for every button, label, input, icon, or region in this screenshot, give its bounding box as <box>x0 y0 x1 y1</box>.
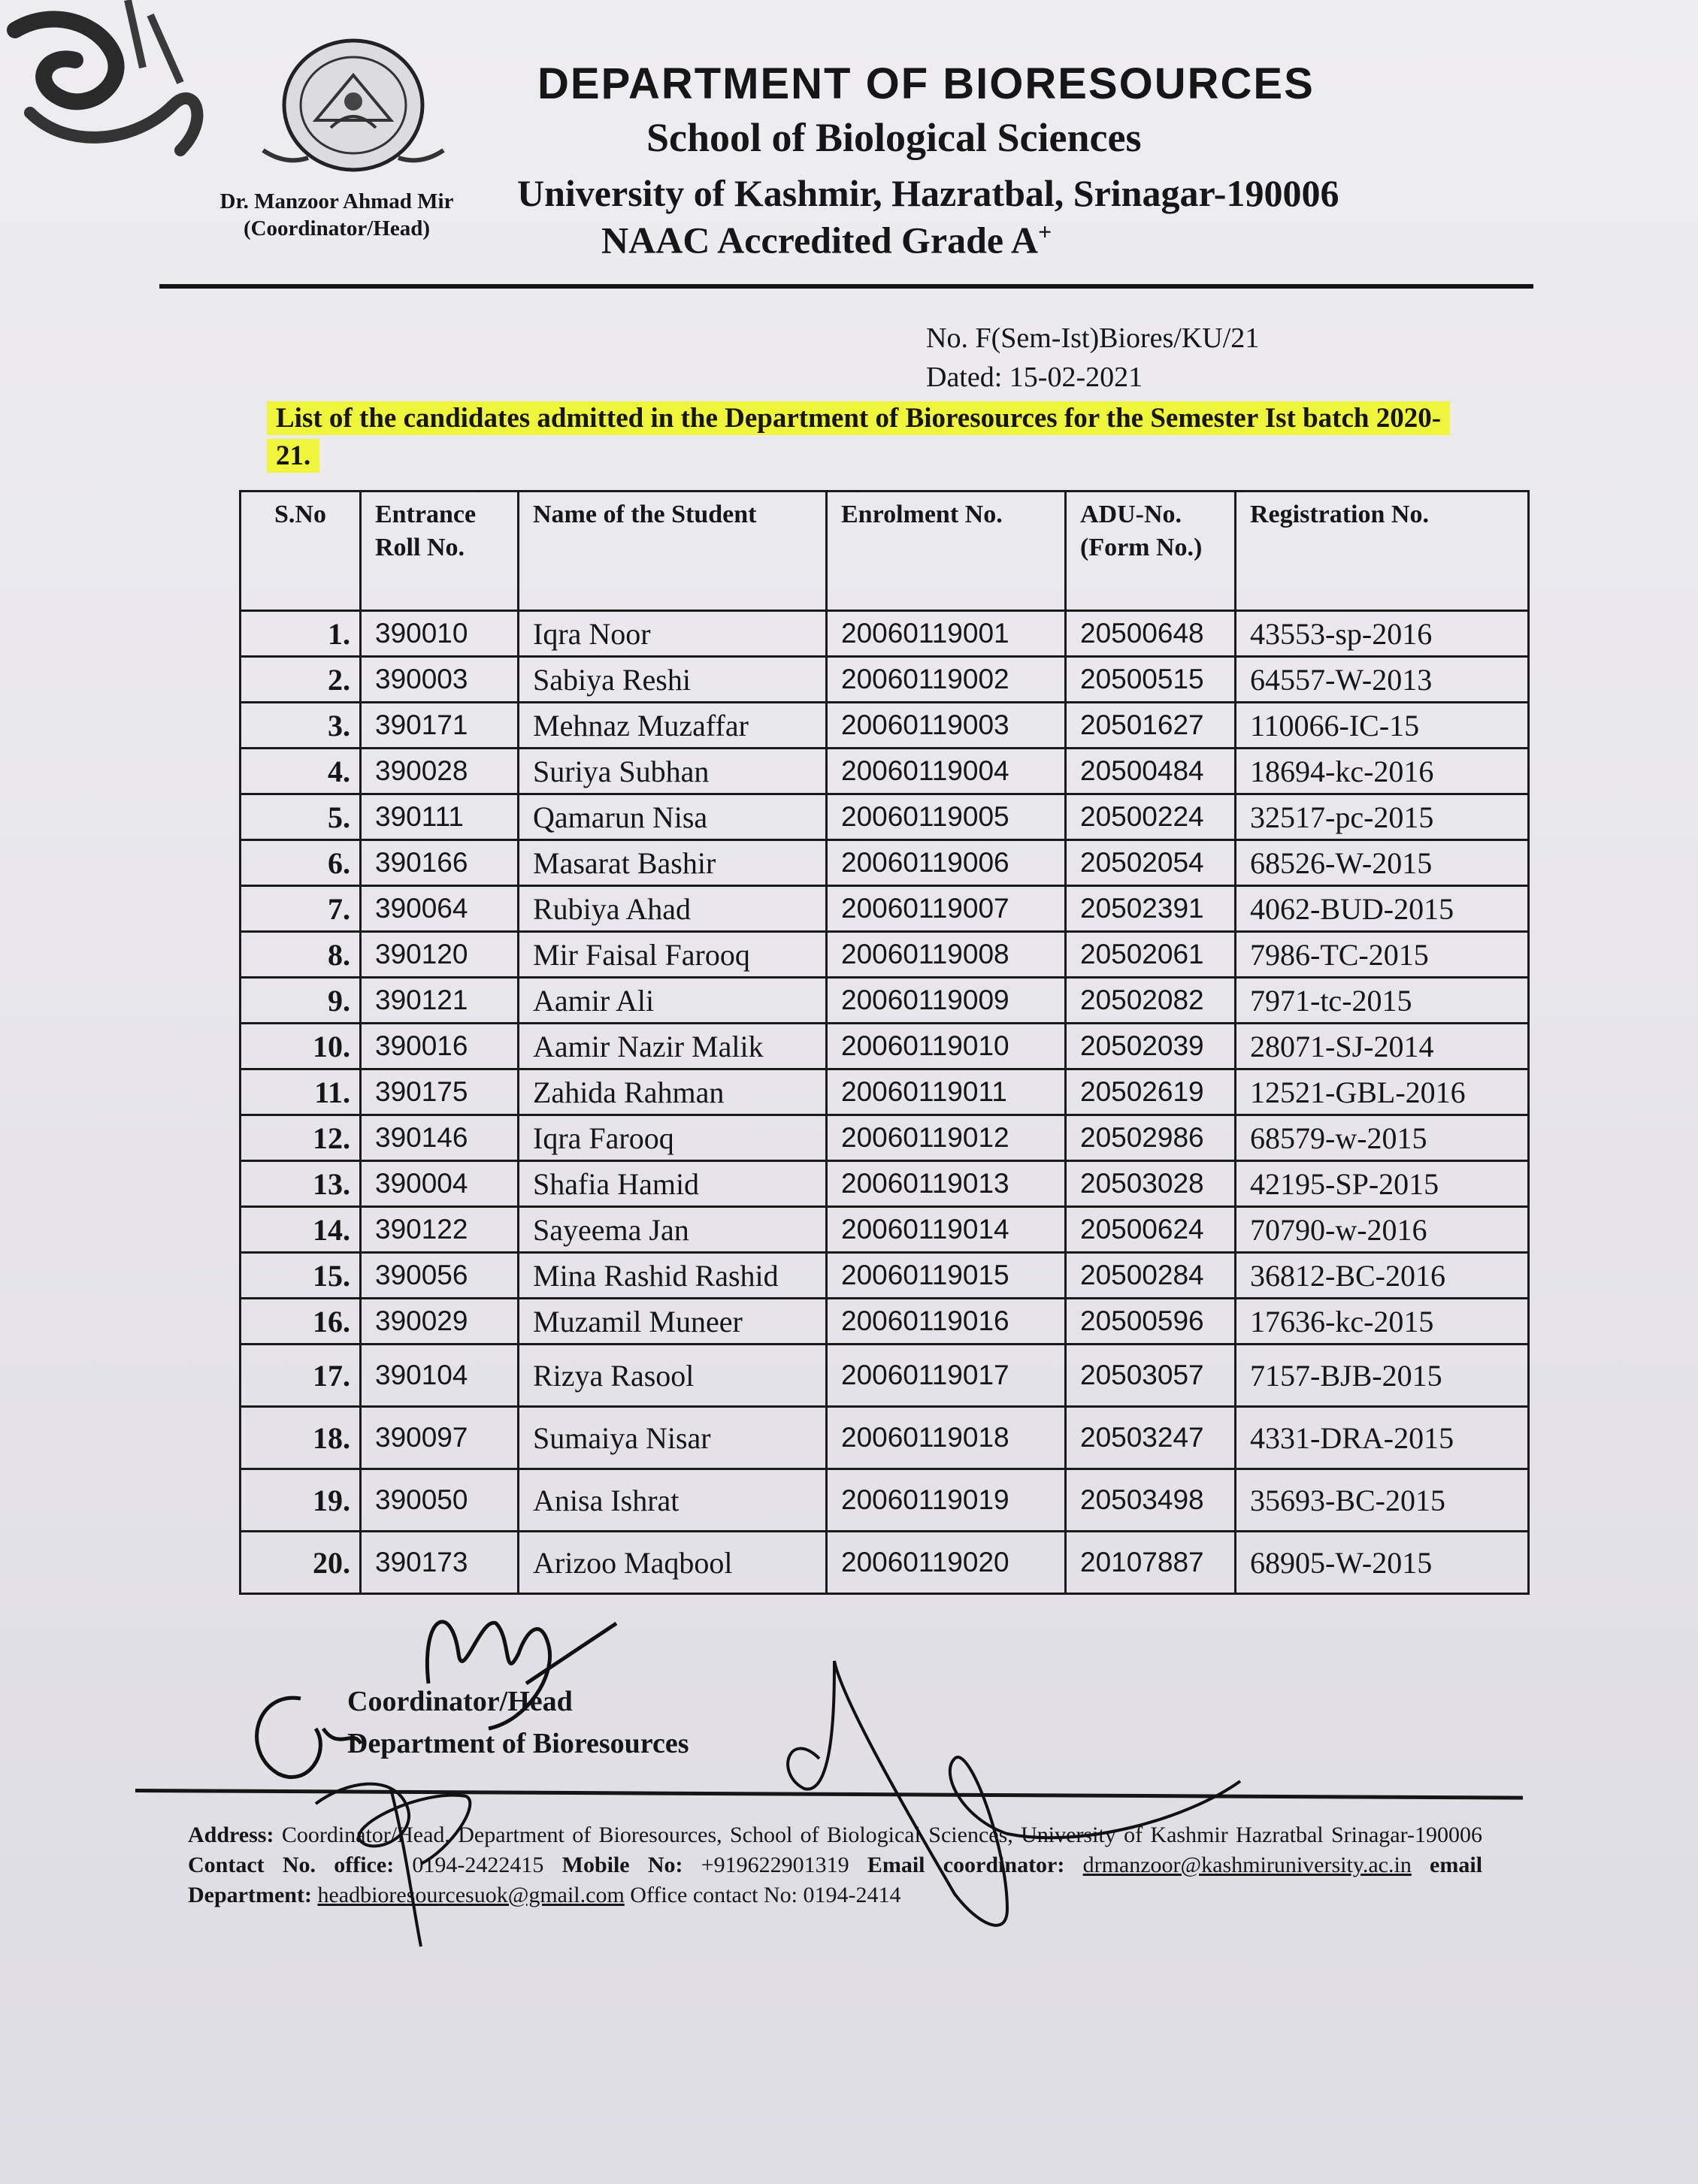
cell-name: Iqra Farooq <box>519 1115 827 1161</box>
cell-registration: 68526-W-2015 <box>1236 840 1529 886</box>
cell-registration: 64557-W-2013 <box>1236 657 1529 703</box>
cell-roll: 390004 <box>361 1161 519 1207</box>
table-row <box>241 1207 1529 1253</box>
cell-sno: 7. <box>241 886 361 932</box>
cell-roll: 390171 <box>361 703 519 749</box>
cell-sno: 15. <box>241 1253 361 1299</box>
reference-number: No. F(Sem-Ist)Biores/KU/21 <box>926 322 1260 354</box>
cell-registration: 42195-SP-2015 <box>1236 1161 1529 1207</box>
cell-roll: 390146 <box>361 1115 519 1161</box>
table-body <box>241 611 1529 1594</box>
cell-registration: 36812-BC-2016 <box>1236 1253 1529 1299</box>
cell-name: Sabiya Reshi <box>519 657 827 703</box>
cell-name: Aamir Nazir Malik <box>519 1024 827 1069</box>
cell-registration: 4331-DRA-2015 <box>1236 1407 1529 1469</box>
cell-roll: 390056 <box>361 1253 519 1299</box>
cell-adu: 20502082 <box>1066 978 1236 1024</box>
email-department-link[interactable]: headbioresourcesuok@gmail.com <box>317 1883 625 1907</box>
cell-roll: 390064 <box>361 886 519 932</box>
mobile-label: Mobile No: <box>561 1853 683 1877</box>
cell-sno: 8. <box>241 932 361 978</box>
corner-emblem-artwork <box>0 0 225 195</box>
signature-department: Department of Bioresources <box>347 1728 689 1759</box>
header-divider <box>159 284 1533 289</box>
cell-name: Arizoo Maqbool <box>519 1532 827 1594</box>
cell-adu: 20502619 <box>1066 1069 1236 1115</box>
cell-adu: 20502039 <box>1066 1024 1236 1069</box>
cell-adu: 20500484 <box>1066 749 1236 794</box>
header-registration: Registration No. <box>1236 492 1529 611</box>
cell-name: Mina Rashid Rashid <box>519 1253 827 1299</box>
cell-name: Shafia Hamid <box>519 1161 827 1207</box>
cell-roll: 390003 <box>361 657 519 703</box>
table-row <box>241 1299 1529 1345</box>
cell-adu: 20503028 <box>1066 1161 1236 1207</box>
cell-enrolment: 20060119012 <box>827 1115 1066 1161</box>
cell-sno: 12. <box>241 1115 361 1161</box>
cell-name: Iqra Noor <box>519 611 827 657</box>
header-adu: ADU-No. (Form No.) <box>1066 492 1236 611</box>
cell-registration: 7986-TC-2015 <box>1236 932 1529 978</box>
address-text: Coordinator/Head, Department of Bioresources, School of Biological Sciences, University of Kashmir Hazratbal Srinagar-190006 <box>281 1823 1483 1847</box>
table-row <box>241 1253 1529 1299</box>
cell-enrolment: 20060119006 <box>827 840 1066 886</box>
cell-enrolment: 20060119017 <box>827 1345 1066 1407</box>
office-contact: Office contact No: 0194-2414 <box>630 1883 901 1907</box>
cell-name: Aamir Ali <box>519 978 827 1024</box>
cell-adu: 20503498 <box>1066 1469 1236 1532</box>
university-seal-logo <box>256 30 451 180</box>
table-row <box>241 1532 1529 1594</box>
cell-registration: 43553-sp-2016 <box>1236 611 1529 657</box>
header-name: Name of the Student <box>519 492 827 611</box>
cell-name: Suriya Subhan <box>519 749 827 794</box>
mobile-number: +919622901319 <box>701 1853 849 1877</box>
cell-registration: 7971-tc-2015 <box>1236 978 1529 1024</box>
cell-adu: 20500224 <box>1066 794 1236 840</box>
cell-enrolment: 20060119001 <box>827 611 1066 657</box>
cell-adu: 20500624 <box>1066 1207 1236 1253</box>
cell-enrolment: 20060119018 <box>827 1407 1066 1469</box>
cell-registration: 12521-GBL-2016 <box>1236 1069 1529 1115</box>
table-row <box>241 1069 1529 1115</box>
table-row <box>241 1469 1529 1532</box>
cell-roll: 390175 <box>361 1069 519 1115</box>
header-sno: S.No <box>241 492 361 611</box>
cell-enrolment: 20060119013 <box>827 1161 1066 1207</box>
cell-roll: 390029 <box>361 1299 519 1345</box>
cell-registration: 18694-kc-2016 <box>1236 749 1529 794</box>
footer-address <box>188 1820 1482 1910</box>
cell-adu: 20500284 <box>1066 1253 1236 1299</box>
cell-roll: 390111 <box>361 794 519 840</box>
cell-registration: 35693-BC-2015 <box>1236 1469 1529 1532</box>
school-name: School of Biological Sciences <box>646 115 1142 160</box>
cell-name: Sumaiya Nisar <box>519 1407 827 1469</box>
cell-roll: 390173 <box>361 1532 519 1594</box>
cell-roll: 390010 <box>361 611 519 657</box>
list-title <box>267 400 1469 475</box>
head-name: Dr. Manzoor Ahmad Mir <box>219 189 454 213</box>
cell-enrolment: 20060119003 <box>827 703 1066 749</box>
cell-adu: 20107887 <box>1066 1532 1236 1594</box>
highlighted-title: List of the candidates admitted in the Department of Bioresources for the Semester Ist batch 2020-21. <box>267 401 1450 473</box>
cell-enrolment: 20060119010 <box>827 1024 1066 1069</box>
university-name: University of Kashmir, Hazratbal, Srinagar-190006 <box>517 172 1339 214</box>
cell-adu: 20500515 <box>1066 657 1236 703</box>
naac-plus: + <box>1037 218 1052 245</box>
table-row <box>241 1115 1529 1161</box>
table-row <box>241 1161 1529 1207</box>
cell-adu: 20503057 <box>1066 1345 1236 1407</box>
cell-sno: 6. <box>241 840 361 886</box>
email-department-label: email Department: <box>188 1853 1483 1907</box>
cell-name: Sayeema Jan <box>519 1207 827 1253</box>
table-header-row <box>241 492 1529 611</box>
cell-name: Zahida Rahman <box>519 1069 827 1115</box>
cell-sno: 13. <box>241 1161 361 1207</box>
cell-name: Masarat Bashir <box>519 840 827 886</box>
table-row <box>241 886 1529 932</box>
cell-enrolment: 20060119004 <box>827 749 1066 794</box>
cell-registration: 68905-W-2015 <box>1236 1532 1529 1594</box>
signature-block <box>347 1680 689 1765</box>
cell-registration: 32517-pc-2015 <box>1236 794 1529 840</box>
naac-grade <box>601 218 1052 262</box>
signature-role: Coordinator/Head <box>347 1686 573 1717</box>
cell-name: Rubiya Ahad <box>519 886 827 932</box>
cell-adu: 20502986 <box>1066 1115 1236 1161</box>
head-role: (Coordinator/Head) <box>243 216 431 240</box>
table-row <box>241 840 1529 886</box>
cell-roll: 390121 <box>361 978 519 1024</box>
naac-text: NAAC Accredited Grade A <box>601 219 1038 262</box>
cell-name: Rizya Rasool <box>519 1345 827 1407</box>
email-coordinator-link[interactable]: drmanzoor@kashmiruniversity.ac.in <box>1082 1853 1412 1877</box>
cell-registration: 17636-kc-2015 <box>1236 1299 1529 1345</box>
cell-roll: 390050 <box>361 1469 519 1532</box>
cell-sno: 18. <box>241 1407 361 1469</box>
cell-sno: 10. <box>241 1024 361 1069</box>
cell-sno: 5. <box>241 794 361 840</box>
table-row <box>241 794 1529 840</box>
cell-adu: 20500596 <box>1066 1299 1236 1345</box>
admission-table <box>239 490 1530 1595</box>
table-row <box>241 749 1529 794</box>
cell-name: Mir Faisal Farooq <box>519 932 827 978</box>
department-title: DEPARTMENT OF BIORESOURCES <box>537 59 1315 108</box>
table-row <box>241 932 1529 978</box>
contact-label: Contact No. office: <box>188 1853 395 1877</box>
cell-enrolment: 20060119007 <box>827 886 1066 932</box>
cell-sno: 20. <box>241 1532 361 1594</box>
cell-roll: 390122 <box>361 1207 519 1253</box>
cell-sno: 1. <box>241 611 361 657</box>
header-enrolment: Enrolment No. <box>827 492 1066 611</box>
table-row <box>241 703 1529 749</box>
cell-adu: 20502061 <box>1066 932 1236 978</box>
table-row <box>241 1407 1529 1469</box>
cell-sno: 3. <box>241 703 361 749</box>
cell-sno: 4. <box>241 749 361 794</box>
cell-roll: 390120 <box>361 932 519 978</box>
cell-enrolment: 20060119014 <box>827 1207 1066 1253</box>
reference-date: Dated: 15-02-2021 <box>926 361 1143 393</box>
table-row <box>241 1024 1529 1069</box>
table-row <box>241 657 1529 703</box>
cell-registration: 70790-w-2016 <box>1236 1207 1529 1253</box>
address-label: Address: <box>188 1823 274 1847</box>
cell-name: Anisa Ishrat <box>519 1469 827 1532</box>
cell-roll: 390028 <box>361 749 519 794</box>
email-coordinator-label: Email coordinator: <box>867 1853 1065 1877</box>
cell-registration: 110066-IC-15 <box>1236 703 1529 749</box>
table-row <box>241 978 1529 1024</box>
cell-enrolment: 20060119020 <box>827 1532 1066 1594</box>
table-row <box>241 1345 1529 1407</box>
cell-sno: 16. <box>241 1299 361 1345</box>
cell-roll: 390104 <box>361 1345 519 1407</box>
cell-adu: 20501627 <box>1066 703 1236 749</box>
cell-roll: 390097 <box>361 1407 519 1469</box>
cell-registration: 68579-w-2015 <box>1236 1115 1529 1161</box>
header-roll: Entrance Roll No. <box>361 492 519 611</box>
cell-name: Qamarun Nisa <box>519 794 827 840</box>
cell-enrolment: 20060119015 <box>827 1253 1066 1299</box>
cell-adu: 20502054 <box>1066 840 1236 886</box>
cell-sno: 11. <box>241 1069 361 1115</box>
cell-registration: 7157-BJB-2015 <box>1236 1345 1529 1407</box>
cell-sno: 2. <box>241 657 361 703</box>
head-name-block <box>194 188 480 242</box>
cell-enrolment: 20060119019 <box>827 1469 1066 1532</box>
cell-enrolment: 20060119009 <box>827 978 1066 1024</box>
cell-registration: 4062-BUD-2015 <box>1236 886 1529 932</box>
cell-roll: 390016 <box>361 1024 519 1069</box>
cell-enrolment: 20060119016 <box>827 1299 1066 1345</box>
cell-enrolment: 20060119008 <box>827 932 1066 978</box>
cell-enrolment: 20060119002 <box>827 657 1066 703</box>
cell-enrolment: 20060119005 <box>827 794 1066 840</box>
cell-adu: 20500648 <box>1066 611 1236 657</box>
contact-office: 0194-2422415 <box>412 1853 544 1877</box>
table-row <box>241 611 1529 657</box>
cell-name: Muzamil Muneer <box>519 1299 827 1345</box>
cell-sno: 14. <box>241 1207 361 1253</box>
cell-adu: 20502391 <box>1066 886 1236 932</box>
cell-roll: 390166 <box>361 840 519 886</box>
footer-divider <box>135 1789 1523 1800</box>
cell-adu: 20503247 <box>1066 1407 1236 1469</box>
cell-enrolment: 20060119011 <box>827 1069 1066 1115</box>
cell-registration: 28071-SJ-2014 <box>1236 1024 1529 1069</box>
cell-sno: 19. <box>241 1469 361 1532</box>
cell-name: Mehnaz Muzaffar <box>519 703 827 749</box>
cell-sno: 17. <box>241 1345 361 1407</box>
cell-sno: 9. <box>241 978 361 1024</box>
